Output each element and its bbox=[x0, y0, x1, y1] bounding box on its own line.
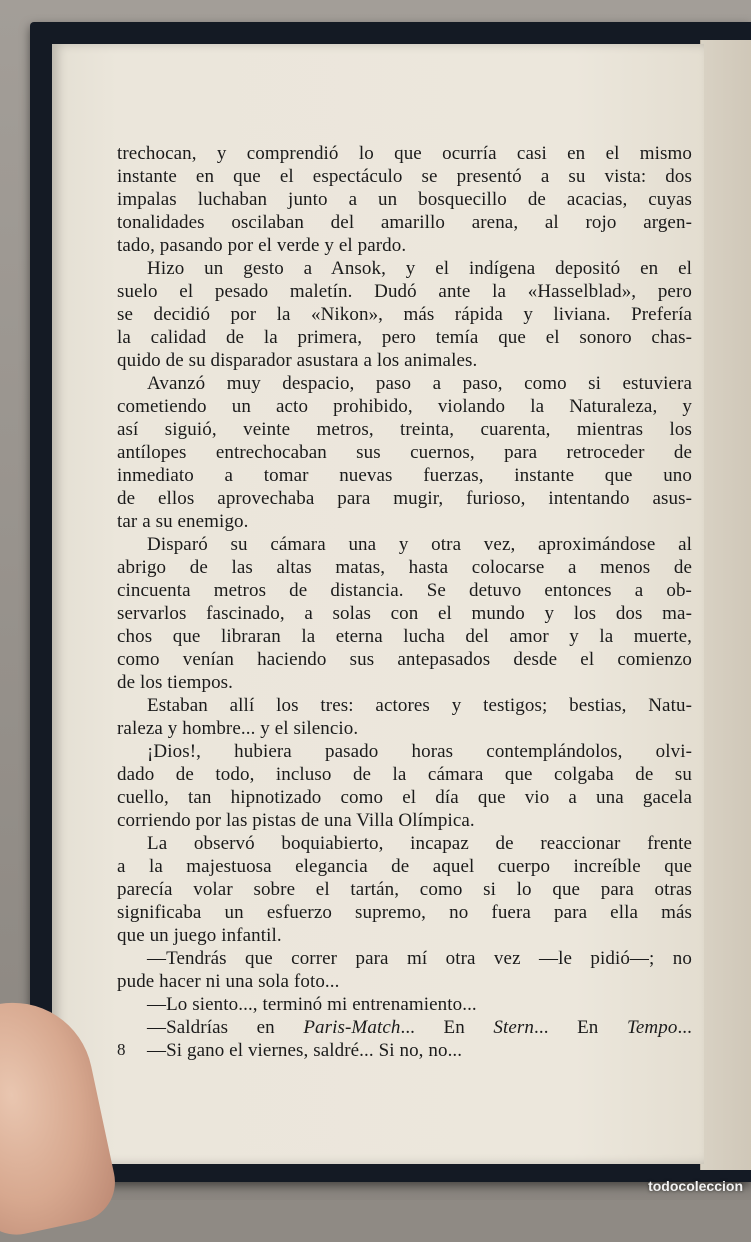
text-line: chos que libraran la eterna lucha del amor y la muerte, bbox=[117, 626, 692, 647]
text-line: quido de su disparador asustara a los animales. bbox=[117, 350, 478, 371]
page-number: 8 bbox=[117, 1040, 126, 1059]
text-line: así siguió, veinte metros, treinta, cuarenta, mientras los bbox=[117, 419, 692, 440]
text-line: La observó boquiabierto, incapaz de reaccionar frente bbox=[147, 833, 692, 854]
text-line: dado de todo, incluso de la cámara que colgaba de su bbox=[117, 764, 692, 785]
text-line: Estaban allí los tres: actores y testigos; bestias, Natu- bbox=[147, 695, 692, 716]
text-line: a la majestuosa elegancia de aquel cuerpo increíble que bbox=[117, 856, 692, 877]
text-line: cometiendo un acto prohibido, violando la Naturaleza, y bbox=[117, 396, 692, 417]
text-line: servarlos fascinado, a solas con el mundo y los dos ma- bbox=[117, 603, 692, 624]
text-line: Hizo un gesto a Ansok, y el indígena depositó en el bbox=[147, 258, 692, 279]
text-line: la calidad de la primera, pero temía que el sonoro chas- bbox=[117, 327, 692, 348]
next-page-edge bbox=[700, 40, 751, 1170]
text-line: Disparó su cámara una y otra vez, aproximándose al bbox=[147, 534, 692, 555]
text-line: inmediato a tomar nuevas fuerzas, instante que uno bbox=[117, 465, 692, 486]
text-line: que un juego infantil. bbox=[117, 925, 282, 946]
text-line: antílopes entrechocaban sus cuernos, para retroceder de bbox=[117, 442, 692, 463]
text-line: tonalidades oscilaban del amarillo arena, al rojo argen- bbox=[117, 212, 692, 233]
text-line: impalas luchaban junto a un bosquecillo de acacias, cuyas bbox=[117, 189, 692, 210]
text-line: ¡Dios!, hubiera pasado horas contemplándolos, olvi- bbox=[147, 741, 692, 762]
text-line: cuello, tan hipnotizado como el día que vio a una gacela bbox=[117, 787, 692, 808]
text-line: tar a su enemigo. bbox=[117, 511, 249, 532]
text-line: de los tiempos. bbox=[117, 672, 234, 693]
text-line: tado, pasando por el verde y el pardo. bbox=[117, 235, 407, 256]
text-line: abrigo de las altas matas, hasta colocarse a menos de bbox=[117, 557, 692, 578]
text-line: como venían haciendo sus antepasados desde el comienzo bbox=[117, 649, 692, 670]
text-line: —Tendrás que correr para mí otra vez —le pidió—; no bbox=[147, 948, 692, 969]
watermark: todocoleccion bbox=[648, 1178, 743, 1194]
text-line: cincuenta metros de distancia. Se detuvo entonces a ob- bbox=[117, 580, 692, 601]
text-line: corriendo por las pistas de una Villa Olímpica. bbox=[117, 810, 475, 831]
text-line: significaba un esfuerzo supremo, no fuera para ella más bbox=[117, 902, 692, 923]
text-line: de ellos aprovechaba para mugir, furioso, intentando asus- bbox=[117, 488, 692, 509]
text-line: —Si gano el viernes, saldré... Si no, no... bbox=[147, 1040, 463, 1061]
page-text bbox=[117, 142, 692, 1062]
text-line: trechocan, y comprendió lo que ocurría casi en el mismo bbox=[117, 143, 692, 164]
text-line: raleza y hombre... y el silencio. bbox=[117, 718, 359, 739]
text-line: suelo el pesado maletín. Dudó ante la «Hasselblad», pero bbox=[117, 281, 692, 302]
text-line: parecía volar sobre el tartán, como si lo que para otras bbox=[117, 879, 692, 900]
text-line: —Lo siento..., terminó mi entrenamiento... bbox=[147, 994, 477, 1015]
text-line: Avanzó muy despacio, paso a paso, como si estuviera bbox=[147, 373, 692, 394]
text-line: instante en que el espectáculo se presentó a su vista: dos bbox=[117, 166, 692, 187]
text-line: —Saldrías en Paris-Match... En Stern... En Tempo... bbox=[147, 1017, 692, 1038]
text-line: se decidió por la «Nikon», más rápida y liviana. Prefería bbox=[117, 304, 692, 325]
text-line: pude hacer ni una sola foto... bbox=[117, 971, 340, 992]
